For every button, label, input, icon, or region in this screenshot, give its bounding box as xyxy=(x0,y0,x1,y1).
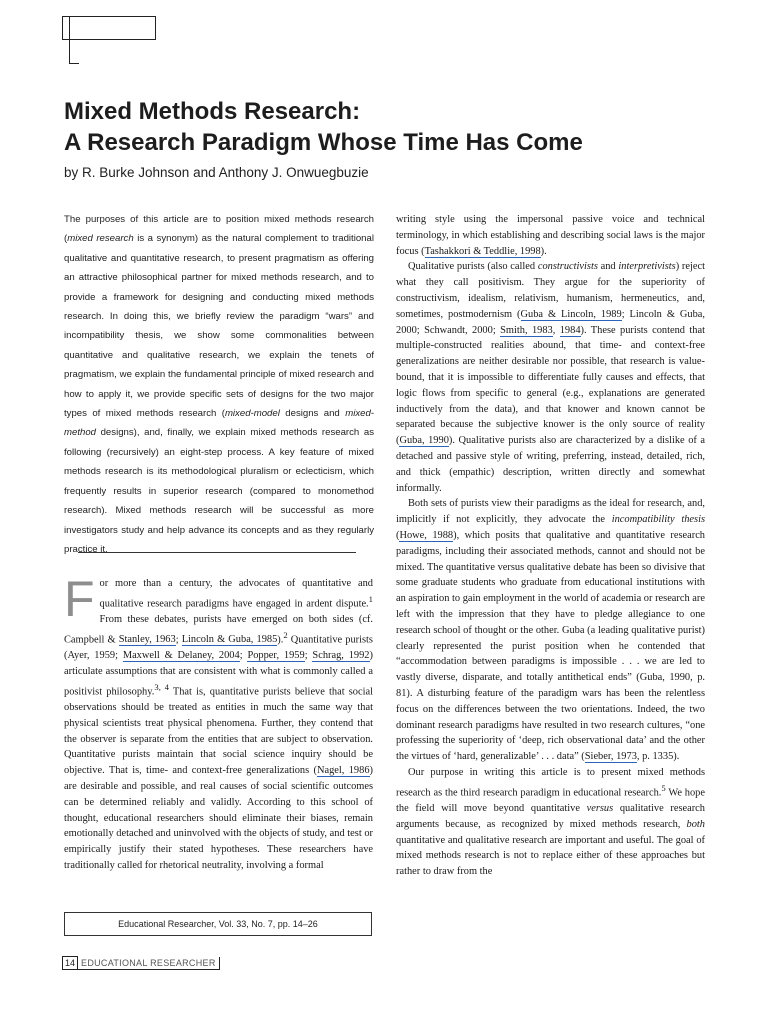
drop-cap: F xyxy=(64,571,95,627)
citation-link[interactable]: Smith, 1983 xyxy=(500,324,553,336)
citation-link[interactable]: 1984 xyxy=(559,324,581,336)
citation-link[interactable]: Stanley, 1963 xyxy=(118,634,176,646)
journal-citation-box: Educational Researcher, Vol. 33, No. 7, pp. 14–26 xyxy=(64,912,372,936)
citation-link[interactable]: Popper, 1959 xyxy=(247,650,305,662)
paragraph-purpose: Our purpose in writing this article is to present mixed methods research as the third research paradigm in educational research.$^5$ We hope the field will move beyond quantitative versus qualitative research arguments because, as recognized by mixed methods research, both quantitative and qualitative research are important and useful. The goal of mixed methods research is not to replace either of these approaches but rather to draw from the xyxy=(396,766,705,878)
citation-link[interactable]: Sieber, 1973 xyxy=(584,751,637,763)
citation-link[interactable]: Guba, 1990 xyxy=(399,435,449,447)
paragraph-continued: writing style using the impersonal passive voice and technical terminology, in which establishing and describing social laws is the major focus (Tashakkori & Teddlie, 1998). xyxy=(396,214,705,257)
paragraph-qualitative-purists: Qualitative purists (also called constructivists and interpretivists) reject what they call positivism. They argue for the superiority of constructivism, idealism, relativism, humanism, hermeneutics, and, sometimes, postmodernism (Guba & Lincoln, 1989; Lincoln & Guba, 2000; Schwandt, 2000; Smith, 1983, 1984). These purists contend that multiple-constructed realities abound, that time- and context-free generalizations are neither desirable nor possible, that research is value-bound, that it is impossible to differentiate fully causes and effects, that logic flows from specific to general (e.g., explanations are generated inductively from the data), and that knower and known cannot be separated because the subjective knower is the only source of reality (Guba, 1990). Qualitative purists also are characterized by a dislike of a detached and passive style of writing, preferring, instead, detailed, rich, and thick (empathic) description, written directly and somewhat informally. xyxy=(396,261,705,494)
intro-paragraph: For more than a century, the advocates of quantitative and qualitative research paradigms have engaged in ardent dispute.$^1$ From these debates, purists have emerged on both sides (cf. Campbell & Stanley, 1963; Lincoln & Guba, 1985).$^2$ Quantitative purists (Ayer, 1959; Maxwell & Delaney, 2004; Popper, 1959; Schrag, 1992) articulate assumptions that are consistent with what is commonly called a positivist philosophy.$^{3, 4}$ That is, quantitative purists believe that social observations should be treated as entities in much the same way that physical scientists treat physical phenomena. Further, they contend that the observer is separate from the entities that are subject to observation. Quantitative purists maintain that social science inquiry should be objective. That is, time- and context-free generalizations (Nagel, 1986) are desirable and possible, and real causes of social scientific outcomes can be determined reliably and validly. According to this school of thought, educational researchers should eliminate their biases, remain emotionally detached and uninvolved with the objects of study, and test or empirically justify their stated hypotheses. These researchers have traditionally called for rhetorical neutrality, involving a formal xyxy=(64,571,373,871)
author-byline: by R. Burke Johnson and Anthony J. Onwuegbuzie xyxy=(64,165,369,180)
crop-mark-vertical xyxy=(69,16,70,64)
body-column-left xyxy=(64,571,373,874)
citation-link[interactable]: Lincoln & Guba, 1985 xyxy=(181,634,278,646)
citation-link[interactable]: Guba & Lincoln, 1989 xyxy=(520,308,622,320)
corner-crop-mark xyxy=(62,16,156,40)
footnote-ref[interactable]: 3, 4 xyxy=(154,681,169,692)
citation-link[interactable]: Schrag, 1992 xyxy=(312,650,370,662)
article-title xyxy=(64,96,724,158)
page-footer xyxy=(62,956,220,970)
citation-link[interactable]: Tashakkori & Teddlie, 1998 xyxy=(424,245,541,257)
body-column-right xyxy=(396,212,705,880)
title-line-2: A Research Paradigm Whose Time Has Come xyxy=(64,129,583,156)
footnote-ref[interactable]: 5 xyxy=(661,782,666,793)
journal-name: EDUCATIONAL RESEARCHER xyxy=(78,957,220,970)
title-line-1: Mixed Methods Research: xyxy=(64,98,361,125)
crop-mark-horizontal xyxy=(69,63,79,64)
abstract: The purposes of this article are to position mixed methods research (mixed research is a synonym) as the natural complement to traditional qualitative and quantitative research, to present pragmatism as offering an attractive philosophical partner for mixed methods research, and to provide a framework for designing and conducting mixed methods research. In doing this, we briefly review the paradigm “wars” and incompatibility thesis, we show some commonalities between quantitative and qualitative research, we explain the tenets of pragmatism, we explain the fundamental principle of mixed research and how to apply it, we provide specific sets of designs for the two major types of mixed methods research (mixed-model designs and mixed-method designs), and, finally, we explain mixed methods research as following (recursively) an eight-step process. A key feature of mixed methods research is its methodological pluralism or eclecticism, which frequently results in superior research (compared to monomethod research). Mixed methods research will be successful as more investigators study and help advance its concepts and as they regularly practice it. xyxy=(64,214,374,555)
abstract-divider xyxy=(78,552,356,553)
footnote-ref[interactable]: 1 xyxy=(368,593,373,604)
page-number: 14 xyxy=(62,956,78,970)
citation-link[interactable]: Maxwell & Delaney, 2004 xyxy=(122,650,240,662)
citation-link[interactable]: Nagel, 1986 xyxy=(316,765,370,777)
citation-link[interactable]: Howe, 1988 xyxy=(399,529,454,541)
footnote-ref[interactable]: 2 xyxy=(283,629,288,640)
paragraph-incompatibility-thesis: Both sets of purists view their paradigms as the ideal for research, and, implicitly if not explicitly, they advocate the incompatibility thesis (Howe, 1988), which posits that qualitative and quantitative research paradigms, including their associated methods, cannot and should not be mixed. The quantitative versus qualitative debate has been so divisive that some graduate students who graduate from educational institutions with an aspiration to gain employment in the world of academia or research are left with the impression that they have to pledge allegiance to one research school of thought or the other. Guba (a leading qualitative purist) clearly represented the purist position when he contended that “accommodation between paradigms is impossible . . . we are led to vastly diverse, disparate, and totally antithetical ends” (Guba, 1990, p. 81). A disturbing feature of the paradigm wars has been the relentless focus on the differences between the two orientations. Indeed, the two dominant research paradigms have resulted in two research cultures, “one professing the superiority of ‘deep, rich observational data’ and the other the virtues of ‘hard, generalizable’ . . . data” (Sieber, 1973, p. 1335). xyxy=(396,498,705,763)
